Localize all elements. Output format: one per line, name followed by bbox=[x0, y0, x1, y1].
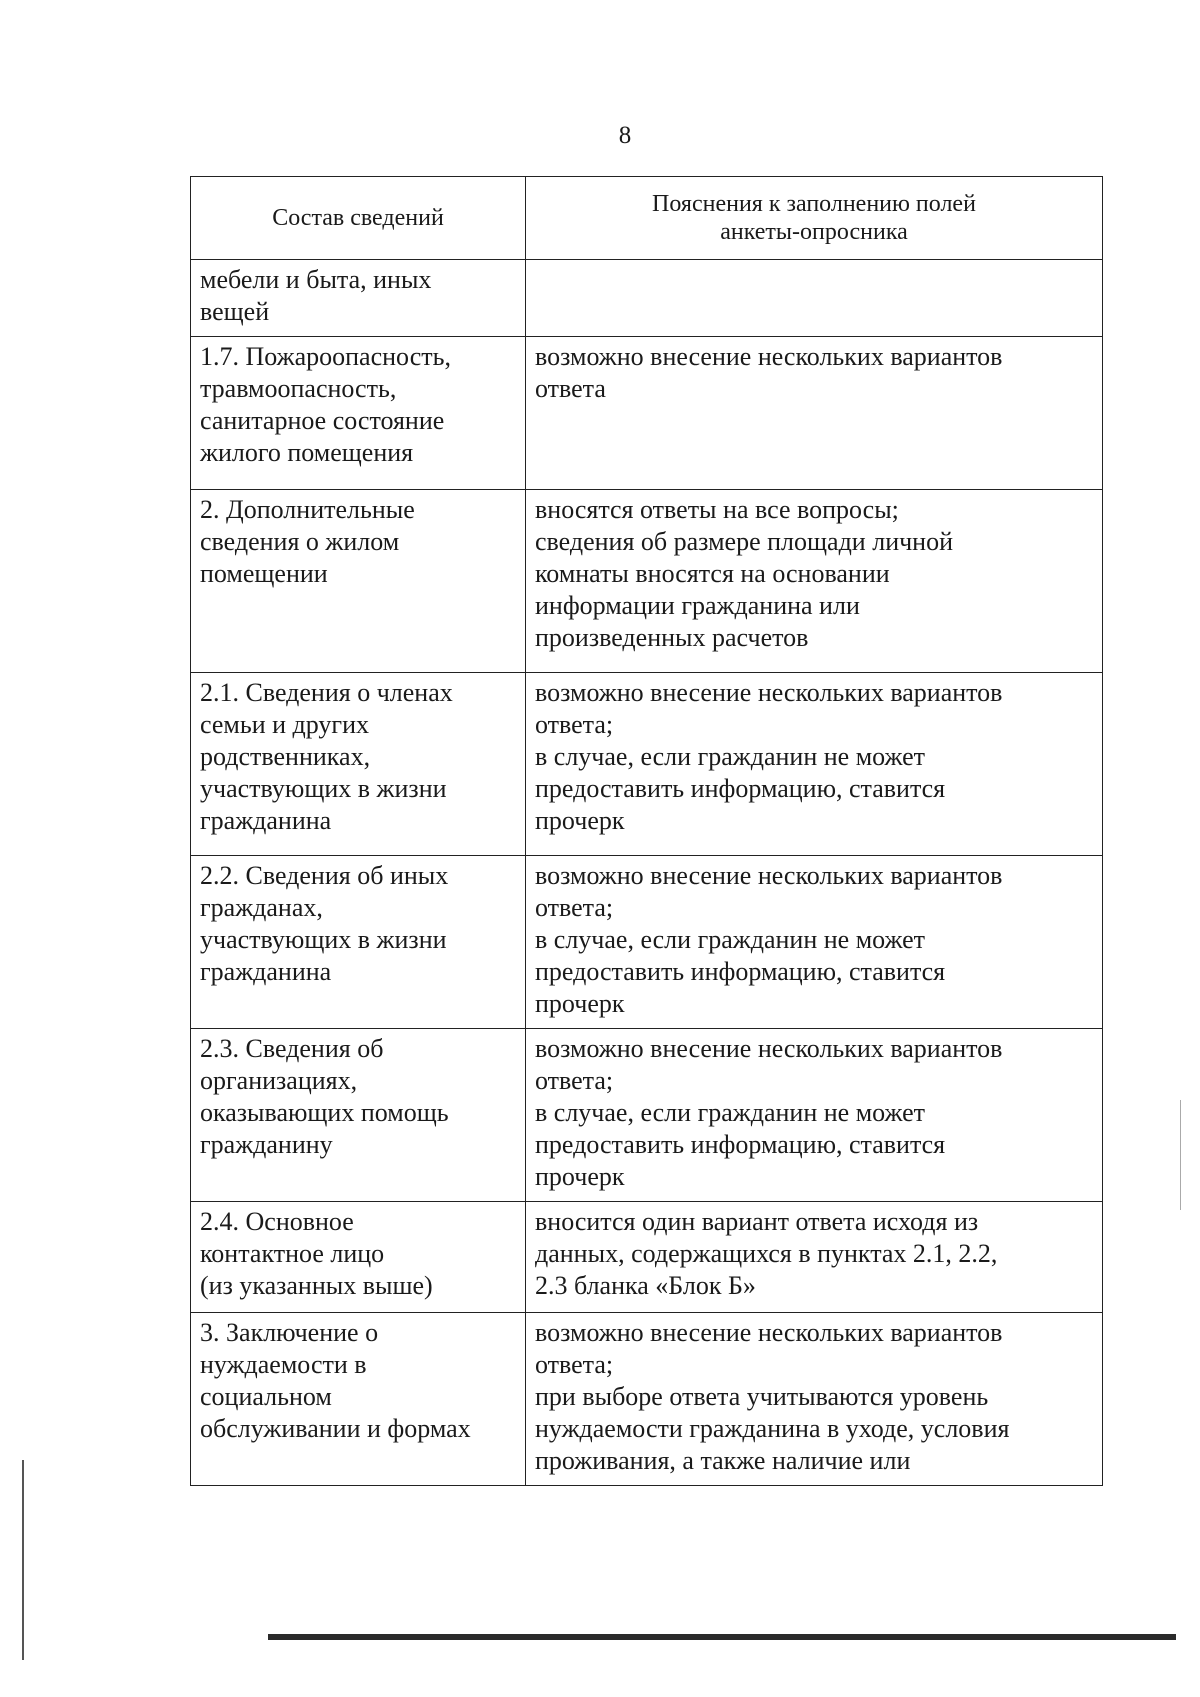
scan-edge-mark-right bbox=[1180, 1100, 1181, 1210]
row-label: 2.4. Основное контактное лицо (из указанных выше) bbox=[191, 1202, 526, 1313]
row-label: мебели и быта, иных вещей bbox=[191, 260, 526, 337]
row-label: 1.7. Пожароопасность, травмоопасность, санитарное состояние жилого помещения bbox=[191, 337, 526, 490]
scan-edge-mark bbox=[22, 1460, 24, 1660]
table-row bbox=[191, 490, 1103, 673]
header-composition: Состав сведений bbox=[191, 177, 526, 260]
row-label: 2.2. Сведения об иных гражданах, участвующих в жизни гражданина bbox=[191, 856, 526, 1029]
row-explanation bbox=[526, 260, 1103, 337]
table-row bbox=[191, 673, 1103, 856]
row-label: 2.3. Сведения об организациях, оказывающих помощь гражданину bbox=[191, 1029, 526, 1202]
row-label: 2. Дополнительные сведения о жилом помещении bbox=[191, 490, 526, 673]
table-row bbox=[191, 1029, 1103, 1202]
row-explanation: возможно внесение нескольких вариантов ответа; в случае, если гражданин не может предоставить информацию, ставится прочерк bbox=[526, 1029, 1103, 1202]
row-explanation: вносится один вариант ответа исходя из данных, содержащихся в пунктах 2.1, 2.2, 2.3 бланка «Блок Б» bbox=[526, 1202, 1103, 1313]
row-explanation: возможно внесение нескольких вариантов ответа; в случае, если гражданин не может предоставить информацию, ставится прочерк bbox=[526, 673, 1103, 856]
scan-footer-line bbox=[268, 1634, 1176, 1640]
table-row bbox=[191, 1202, 1103, 1313]
table-row bbox=[191, 337, 1103, 490]
row-explanation: вносятся ответы на все вопросы; сведения об размере площади личной комнаты вносятся на основании информации гражданина или произведенных расчетов bbox=[526, 490, 1103, 673]
row-explanation: возможно внесение нескольких вариантов ответа; в случае, если гражданин не может предоставить информацию, ставится прочерк bbox=[526, 856, 1103, 1029]
page-number: 8 bbox=[618, 122, 632, 149]
row-explanation: возможно внесение нескольких вариантов ответа; при выборе ответа учитываются уровень нуждаемости гражданина в уходе, условия проживания, а также наличие или bbox=[526, 1313, 1103, 1486]
header-explanations: Пояснения к заполнению полей анкеты-опросника bbox=[526, 177, 1103, 260]
row-label: 2.1. Сведения о членах семьи и других родственниках, участвующих в жизни гражданина bbox=[191, 673, 526, 856]
table-row bbox=[191, 260, 1103, 337]
row-explanation: возможно внесение нескольких вариантов ответа bbox=[526, 337, 1103, 490]
table-row bbox=[191, 856, 1103, 1029]
table-row bbox=[191, 1313, 1103, 1486]
row-label: 3. Заключение о нуждаемости в социальном обслуживании и формах bbox=[191, 1313, 526, 1486]
table-header-row bbox=[191, 177, 1103, 260]
explanation-table bbox=[190, 176, 1103, 1486]
